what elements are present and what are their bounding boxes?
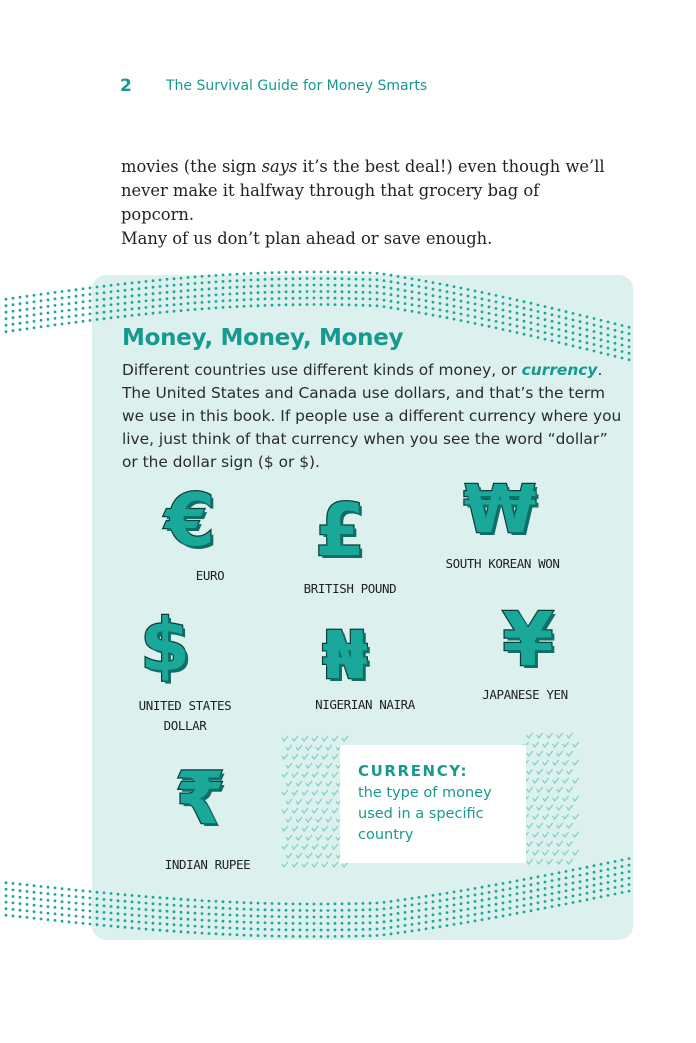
currency-label-pound: BRITISH POUND <box>303 581 397 596</box>
won-symbol-icon: ₩ <box>463 471 537 548</box>
currency-label-yen: JAPANESE YEN <box>482 687 568 702</box>
emphasis-text: says <box>261 157 298 176</box>
page-number: 2 <box>120 76 132 96</box>
sidebar-text: Different countries use different kinds of money, or currency. The United States and Canada use dollars, and that’s the term we use in this book. If people use a different currency where you live, just think of that currency when you see the word “dollar” or the dollar sign ($ or $). <box>122 361 622 471</box>
dollar-symbol-icon: $ <box>139 603 191 687</box>
definition-text: the type of money used in a specific country <box>358 785 492 843</box>
body-line: movies (the sign says it’s the best deal!) even though we’ll <box>121 157 605 176</box>
euro-symbol-icon: € <box>164 478 216 562</box>
currency-label-dollar: UNITED STATES DOLLAR <box>138 698 232 733</box>
body-line: Many of us don’t plan ahead or save enough. <box>121 229 493 248</box>
naira-symbol-icon: ₦ <box>322 617 368 694</box>
currency-label-won: SOUTH KOREAN WON <box>445 556 560 571</box>
definition-term: CURRENCY: <box>358 762 469 780</box>
currency-label-naira: NIGERIAN NAIRA <box>315 697 415 712</box>
yen-symbol-icon: ¥ <box>502 597 554 683</box>
running-title: The Survival Guide for Money Smarts <box>166 78 428 94</box>
body-line: never make it halfway through that grocery bag of popcorn. <box>121 181 540 224</box>
sidebar-title: Money, Money, Money <box>122 325 404 351</box>
currency-label-euro: EURO <box>195 568 225 583</box>
currency-label-rupee: INDIAN RUPEE <box>164 857 251 872</box>
glossary-term: currency <box>521 361 598 379</box>
rupee-symbol-icon: ₹ <box>174 756 226 840</box>
pound-symbol-icon: £ <box>314 488 366 572</box>
